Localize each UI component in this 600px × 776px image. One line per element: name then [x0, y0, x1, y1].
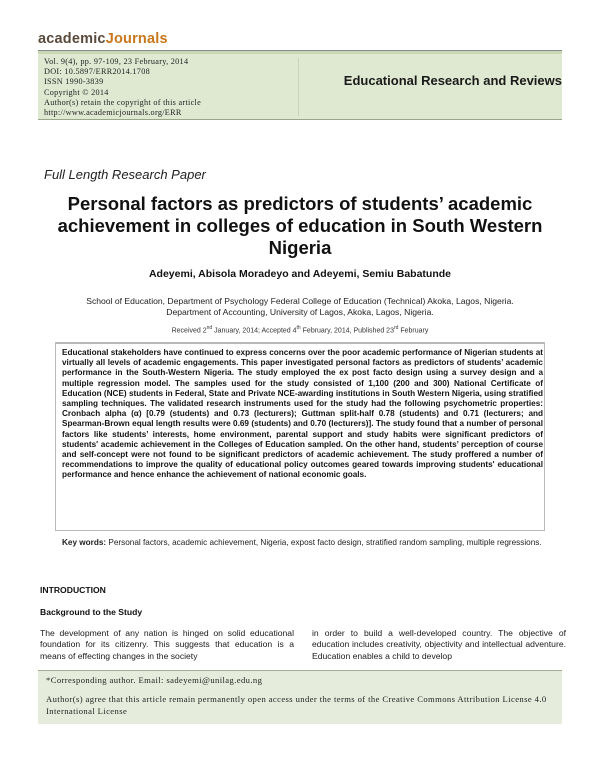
accepted-suffix: th — [296, 325, 301, 331]
meta-url[interactable]: http://www.academicjournals.org/ERR — [44, 108, 182, 118]
meta-rights: Author(s) retain the copyright of this article — [44, 97, 202, 107]
publisher-logo — [38, 31, 168, 47]
license-note: Author(s) agree that this article remain permanently open access under the terms of the Creative Commons Attribution License 4.0 International License — [46, 694, 547, 716]
accepted-date: January, 2014; Accepted 4 — [212, 327, 297, 335]
affiliation-2: Department of Accounting, University of Lagos, Akoka, Lagos, Nigeria. — [166, 307, 434, 317]
meta-issn: ISSN 1990-3839 — [44, 77, 104, 87]
section-heading-introduction: INTRODUCTION — [40, 585, 106, 595]
logo-part-journals: Journals — [105, 31, 168, 47]
paper-type: Full Length Research Paper — [44, 167, 206, 182]
body-column-left: The development of any nation is hinged on solid educational foundation for its citizenry. This suggests that education is a means of effecting changes in the society — [40, 628, 294, 661]
received-date: Received 2 — [171, 327, 207, 335]
published-suffix: rd — [393, 325, 399, 331]
meta-doi: DOI: 10.5897/ERR2014.1708 — [44, 67, 150, 77]
journal-name: Educational Research and Reviews — [343, 73, 562, 88]
meta-copyright: Copyright © 2014 — [44, 87, 109, 97]
article-meta — [44, 57, 284, 118]
published-date: February, 2014, Published 23 — [300, 327, 394, 335]
meta-volume: Vol. 9(4), pp. 97-109, 23 February, 2014 — [44, 57, 189, 66]
corresponding-author-note: *Corresponding author. Email: sadeyemi@unilag.edu.ng — [46, 675, 263, 685]
keywords — [62, 538, 544, 548]
affiliation-1: School of Education, Department of Psychology Federal College of Education (Technical) Akoka, Lagos, Nigeria. — [86, 296, 514, 306]
abstract-text: Educational stakeholders have continued to express concerns over the poor academic performance of Nigerian students at virtually all levels of academic engagements. This paper investigated personal factors as predictors of students’ academic performance in the South-Western Nigeria. The study employed the ex post facto design using a survey design and a multiple regression model. The samples used for the study consisted of 1,100 (200 and 300) National Certificate of Education (NCE) students in Federal, State and Private NCE-awarding institutions in South Western Nigeria, using stratified sampling techniques. The validated research instruments used for the study had the following psychometric properties: Cronbach alpha (α) [0.79 (students) and 0.73 (lecturers); Guttman split-half 0.78 (students) and 0.71 (lecturers; and Spearman-Brown equal length results were 0.69 (students) and 0.70 (lecturers)]. The study found that a number of personal factors like students’ interests, home environment, parental support and study habits were significant predictors of students' academic achievement in the Colleges of Education sampled. On the other hand, students’ perception of course and self-concept were not found to be significant predictors of academic achievement. The study proffered a number of recommendations to improve the quality of educational policy outcomes geared towards improving students' educational performance and hence enhance the achievement of national economic goals. — [62, 348, 543, 480]
paper-authors: Adeyemi, Abisola Moradeyo and Adeyemi, Semiu Babatunde — [148, 268, 452, 280]
paper-title: Personal factors as predictors of students’ academic achievement in colleges of education in South Western Nigeria — [57, 193, 543, 258]
meta-divider — [298, 58, 299, 116]
body-column-right: in order to build a well-developed country. The objective of education includes creativity, objectivity and intellectual adventure. Education enables a child to develop — [312, 628, 566, 661]
publication-dates — [40, 325, 560, 334]
received-suffix: nd — [206, 325, 213, 331]
keywords-label: Key words: — [62, 538, 107, 547]
published-month: February — [398, 327, 429, 335]
logo-part-academic: academic — [38, 31, 106, 47]
keywords-list: Personal factors, academic achievement, Nigeria, expost facto design, stratified random sampling, multiple regressions. — [106, 538, 542, 547]
author-affiliations — [40, 296, 560, 318]
subsection-heading-background: Background to the Study — [40, 607, 143, 617]
